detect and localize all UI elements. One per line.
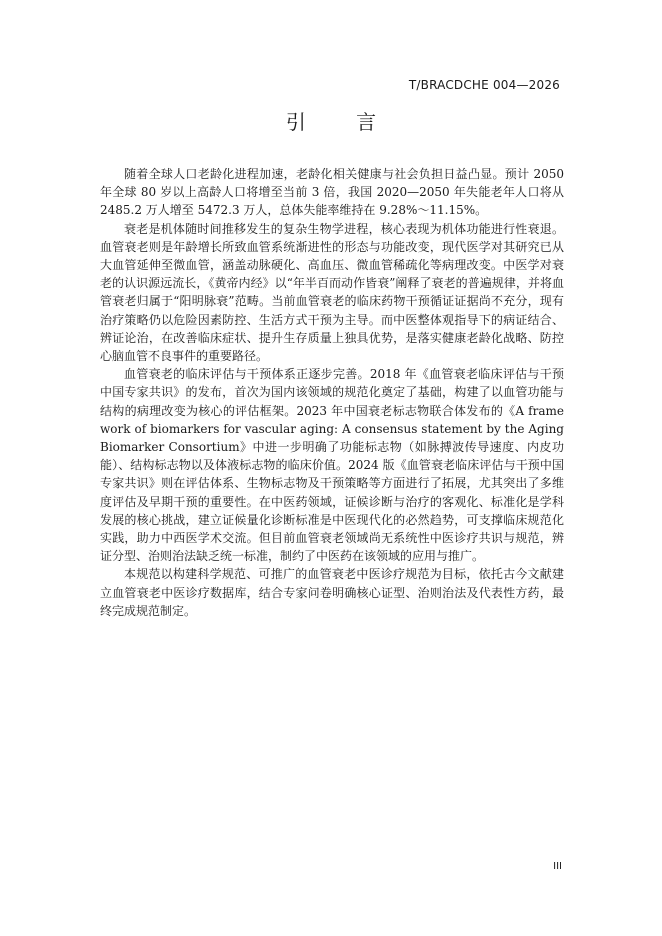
body-text	[100, 165, 564, 620]
page-number: III	[553, 861, 562, 872]
paragraph-vascular-aging: 衰老是机体随时间推移发生的复杂生物学进程，核心表现为机体功能进行性衰退。血管衰老则是年龄增长所致血管系统渐进性的形态与功能改变，现代医学对其研究已从大血管延伸至微血管，涵盖动脉硬化、高血压、微血管稀疏化等病理改变。中医学对衰老的认识源远流长，《黄帝内经》以“年半百而动作皆衰”阐释了衰老的普遍规律，并将血管衰老归属于“阳明脉衰”范畴。当前血管衰老的临床药物干预循证证据尚不充分，现有治疗策略仍以危险因素防控、生活方式干预为主导。而中医整体观指导下的病证结合、辨证论治，在改善临床症状、提升生存质量上独具优势，是落实健康老龄化战略、防控心脑血管不良事件的重要路径。	[100, 221, 564, 364]
standard-code: T/BRACDCHE 004—2026	[408, 78, 560, 92]
section-title: 引 言	[285, 110, 399, 134]
paragraph-specification-goal: 本规范以构建科学规范、可推广的血管衰老中医诊疗规范为目标，依托古今文献建立血管衰老中医诊疗数据库，结合专家问卷明确核心证型、治则治法及代表性方药，最终完成规范制定。	[100, 567, 564, 618]
paragraph-aging-burden: 随着全球人口老龄化进程加速，老龄化相关健康与社会负担日益凸显。预计 2050 年全球 80 岁以上高龄人口将增至当前 3 倍，我国 2020—2050 年失能老年人口将从 2485.2 万人增至 5472.3 万人，总体失能率维持在 9.28%～11.15%。	[100, 167, 564, 218]
paragraph-assessment-system: 血管衰老的临床评估与干预体系正逐步完善。2018 年《血管衰老临床评估与干预中国专家共识》的发布，首次为国内该领域的规范化奠定了基础，构建了以血管功能与结构的病理改变为核心的评估框架。2023 年中国衰老标志物联合体发布的《A framework of biomarkers for vascular aging: A consensus statement by the Aging Biomarker Consortium》中进一步明确了功能标志物（如脉搏波传导速度、内皮功能）、结构标志物以及体液标志物的临床价值。2024 版《血管衰老临床评估与干预中国专家共识》则在评估体系、生物标志物及干预策略等方面进行了拓展，尤其突出了多维度评估及早期干预的重要性。在中医药领域，证候诊断与治疗的客观化、标准化是学科发展的核心挑战，建立证候量化诊断标准是中医现代化的必然趋势，可支撑临床规范化实践，助力中西医学术交流。但目前血管衰老领域尚无系统性中医诊疗共识与规范，辨证分型、治则治法缺乏统一标准，制约了中医药在该领域的应用与推广。	[100, 367, 564, 564]
